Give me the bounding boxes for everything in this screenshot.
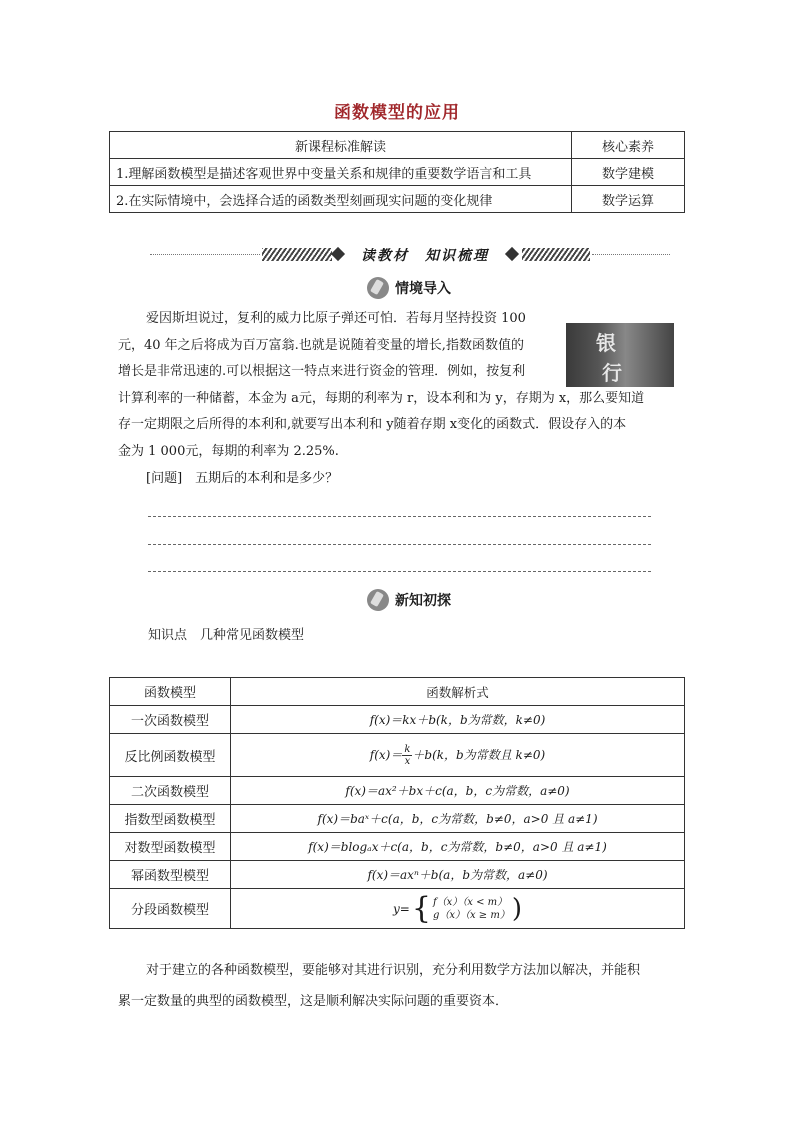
piecewise-formula <box>393 890 522 926</box>
section-title: 新知初探 <box>395 593 451 609</box>
fraction-numerator: k <box>404 743 411 755</box>
table-row <box>110 889 685 929</box>
piecewise-rows <box>433 896 510 922</box>
text-line: 爱因斯坦说过，复利的威力比原子弹还可怕．若每月坚持投资 100 <box>146 311 526 326</box>
curriculum-standards-table <box>109 131 685 213</box>
banner-diamond-icon <box>331 247 345 261</box>
model-formula: f(x)＝baˣ＋c(a，b，c为常数，b≠0，a>0 且 a≠1) <box>231 805 685 833</box>
text-line: 累一定数量的典型的函数模型，这是顺利解决实际问题的重要资本． <box>118 994 509 1009</box>
model-name: 二次函数模型 <box>110 777 231 805</box>
closing-paragraph <box>118 955 666 1017</box>
divider <box>150 254 260 255</box>
header-cell: 新课程标准解读 <box>110 132 572 159</box>
answer-line <box>148 571 651 572</box>
table-row <box>110 186 685 213</box>
table-row <box>110 805 685 833</box>
photo-char: 行 <box>602 361 622 385</box>
section-heading <box>367 277 451 299</box>
piece-row: f（x）（x < m） <box>432 896 508 908</box>
text-line: 金为 1 000元，每期的利率为 2.25%. <box>118 443 339 459</box>
formula-part: y= <box>393 901 410 916</box>
header-cell: 核心素养 <box>572 132 685 159</box>
table-row <box>110 706 685 734</box>
model-name: 幂函数型模型 <box>110 861 231 889</box>
text-line: 存一定期限之后所得的本利和,就要写出本利和 y随着存期 x变化的函数式．假设存入的本 <box>118 417 627 433</box>
formula-part: ＋b(k，b为常数且 k≠0) <box>412 747 546 762</box>
divider <box>592 254 670 255</box>
model-name: 分段函数模型 <box>110 889 231 929</box>
model-formula <box>231 889 685 929</box>
bank-photo <box>566 323 674 387</box>
table-row <box>110 159 685 186</box>
paren-symbol: ) <box>511 893 522 924</box>
table-row <box>110 777 685 805</box>
table-row <box>110 861 685 889</box>
table-header-row <box>110 132 685 159</box>
text-line: 元，40 年之后将成为百万富翁.也就是说随着变量的增长,指数函数值的 <box>118 337 524 353</box>
model-formula: f(x)＝ax²＋bx＋c(a，b，c为常数，a≠0) <box>231 777 685 805</box>
answer-line <box>148 516 651 517</box>
model-formula: f(x)＝axⁿ＋b(a，b为常数，a≠0) <box>231 861 685 889</box>
banner-stripe <box>262 248 332 261</box>
core-literacy: 数学建模 <box>572 159 685 186</box>
header-cell: 函数解析式 <box>231 678 685 706</box>
standard-text: 1.理解函数模型是描述客观世界中变量关系和规律的重要数学语言和工具 <box>110 159 572 186</box>
text-line: 增长是非常迅速的.可以根据这一特点来进行资金的管理．例如，按复利 <box>118 364 526 380</box>
table-row <box>110 833 685 861</box>
answer-line <box>148 544 651 545</box>
section-title: 情境导入 <box>395 281 451 297</box>
model-formula <box>231 734 685 777</box>
table-header-row <box>110 678 685 706</box>
section-heading <box>367 589 451 611</box>
section-banner <box>150 245 670 265</box>
model-formula: f(x)＝kx＋b(k，b为常数，k≠0) <box>231 706 685 734</box>
text-line: 计算利率的一种储蓄，本金为 a元，每期的利率为 r，设本利和为 y，存期为 x，那么要知道 <box>118 390 645 406</box>
scenario-icon <box>367 277 389 299</box>
page-title: 函数模型的应用 <box>334 103 460 123</box>
formula-part: f(x)＝ <box>369 747 403 762</box>
brace-symbol: { <box>411 890 431 926</box>
question-text: [问题] 五期后的本利和是多少？ <box>146 470 339 486</box>
standard-text: 2.在实际情境中，会选择合适的函数类型刻画现实问题的变化规律 <box>110 186 572 213</box>
knowledge-point-title: 知识点 几种常见函数模型 <box>148 628 305 643</box>
core-literacy: 数学运算 <box>572 186 685 213</box>
photo-char: 银 <box>596 331 616 355</box>
model-name: 指数型函数模型 <box>110 805 231 833</box>
model-formula: f(x)＝blogₐx＋c(a，b，c为常数，b≠0，a>0 且 a≠1) <box>231 833 685 861</box>
new-knowledge-icon <box>367 589 389 611</box>
piece-row: g（x）（x ≥ m） <box>432 909 510 921</box>
model-name: 对数型函数模型 <box>110 833 231 861</box>
banner-stripe <box>522 248 590 261</box>
model-name: 一次函数模型 <box>110 706 231 734</box>
fraction <box>402 744 412 767</box>
model-name: 反比例函数模型 <box>110 734 231 777</box>
function-models-table <box>109 677 685 929</box>
banner-diamond-icon <box>505 247 519 261</box>
fraction-denominator: x <box>404 755 411 767</box>
table-row <box>110 734 685 777</box>
banner-label: 读教材 知识梳理 <box>361 248 489 264</box>
header-cell: 函数模型 <box>110 678 231 706</box>
text-line: 对于建立的各种函数模型，要能够对其进行识别，充分利用数学方法加以解决，并能积 <box>146 963 641 978</box>
